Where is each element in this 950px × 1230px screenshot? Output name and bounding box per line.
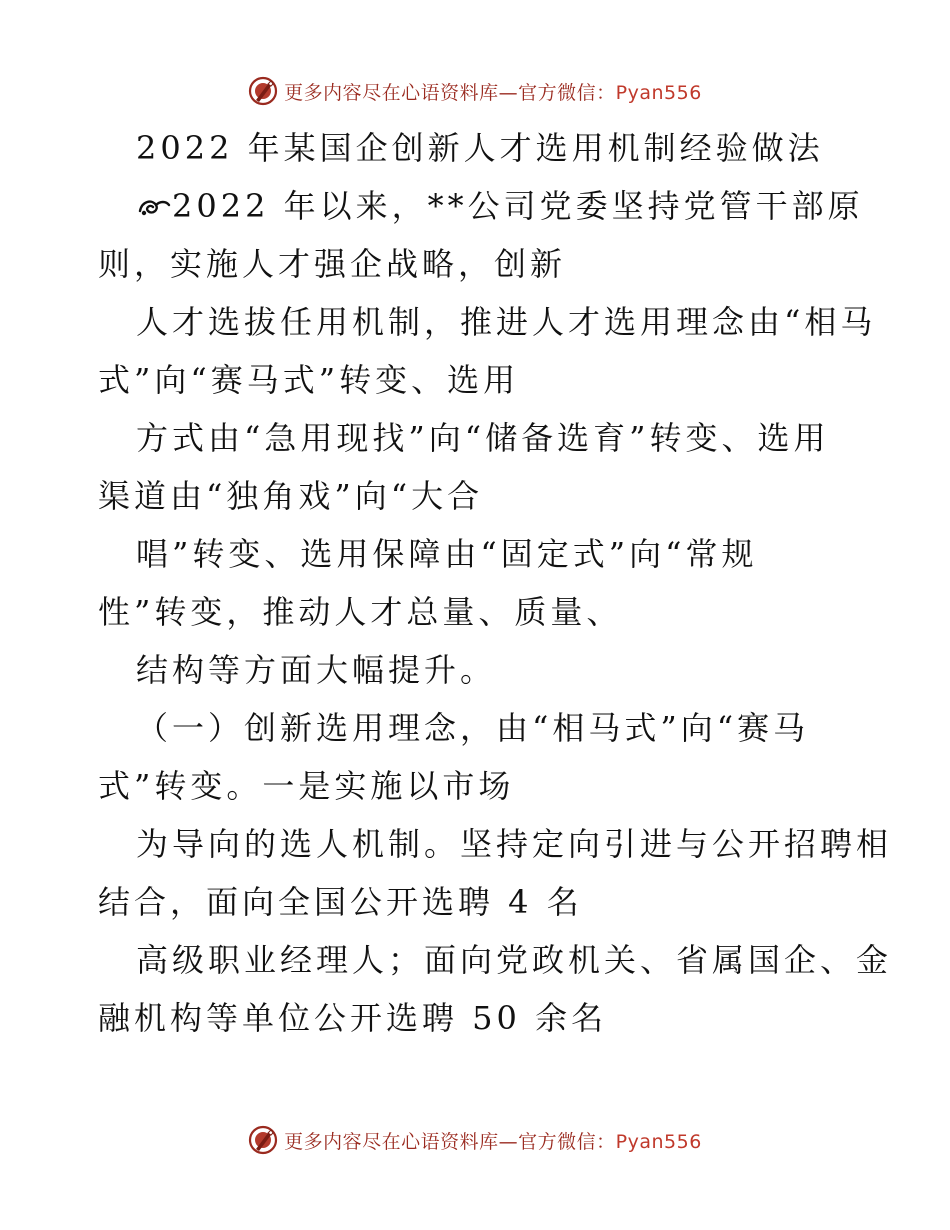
document-title: 2022 年某国企创新人才选用机制经验做法 [136, 129, 824, 167]
pen-logo-icon [248, 76, 278, 106]
section-heading-line: （一）创新选用理念，由“相马式”向“赛马 [136, 709, 810, 747]
watermark-text: 更多内容尽在心语资料库—官方微信：Pyan556 [284, 81, 702, 104]
wechat-id: Pyan556 [615, 81, 702, 104]
pen-logo-icon [248, 1125, 278, 1155]
paragraph-line: 式”转变。一是实施以市场 [98, 767, 515, 805]
watermark-text: 更多内容尽在心语资料库—官方微信：Pyan556 [284, 1130, 702, 1153]
paragraph-line: 唱”转变、选用保障由“固定式”向“常规 [136, 535, 758, 573]
header-watermark [0, 74, 950, 108]
paragraph-line: 人才选拔任用机制，推进人才选用理念由“相马 [136, 303, 877, 341]
paragraph-line: 则，实施人才强企战略，创新 [98, 245, 567, 283]
paragraph-line: 结构等方面大幅提升。 [136, 651, 497, 689]
paragraph-line [136, 186, 864, 226]
paragraph-line: 结合，面向全国公开选聘 4 名 [98, 883, 583, 921]
ornament-bullet-icon [136, 195, 172, 219]
paragraph-line: 式”向“赛马式”转变、选用 [98, 361, 520, 399]
paragraph-line: 为导向的选人机制。坚持定向引进与公开招聘相 [136, 825, 893, 863]
paragraph-line: 高级职业经理人；面向党政机关、省属国企、金 [136, 941, 893, 979]
wechat-id: Pyan556 [615, 1130, 702, 1153]
paragraph-line: 方式由“急用现找”向“储备选育”转变、选用 [136, 419, 830, 457]
paragraph-line: 渠道由“独角戏”向“大合 [98, 477, 484, 515]
paragraph-line: 融机构等单位公开选聘 50 余名 [98, 999, 608, 1037]
paragraph-line: 性”转变，推动人才总量、质量、 [98, 593, 623, 631]
footer-watermark [0, 1123, 950, 1157]
paragraph-text: 2022 年以来，**公司党委坚持党管干部原 [172, 187, 864, 225]
